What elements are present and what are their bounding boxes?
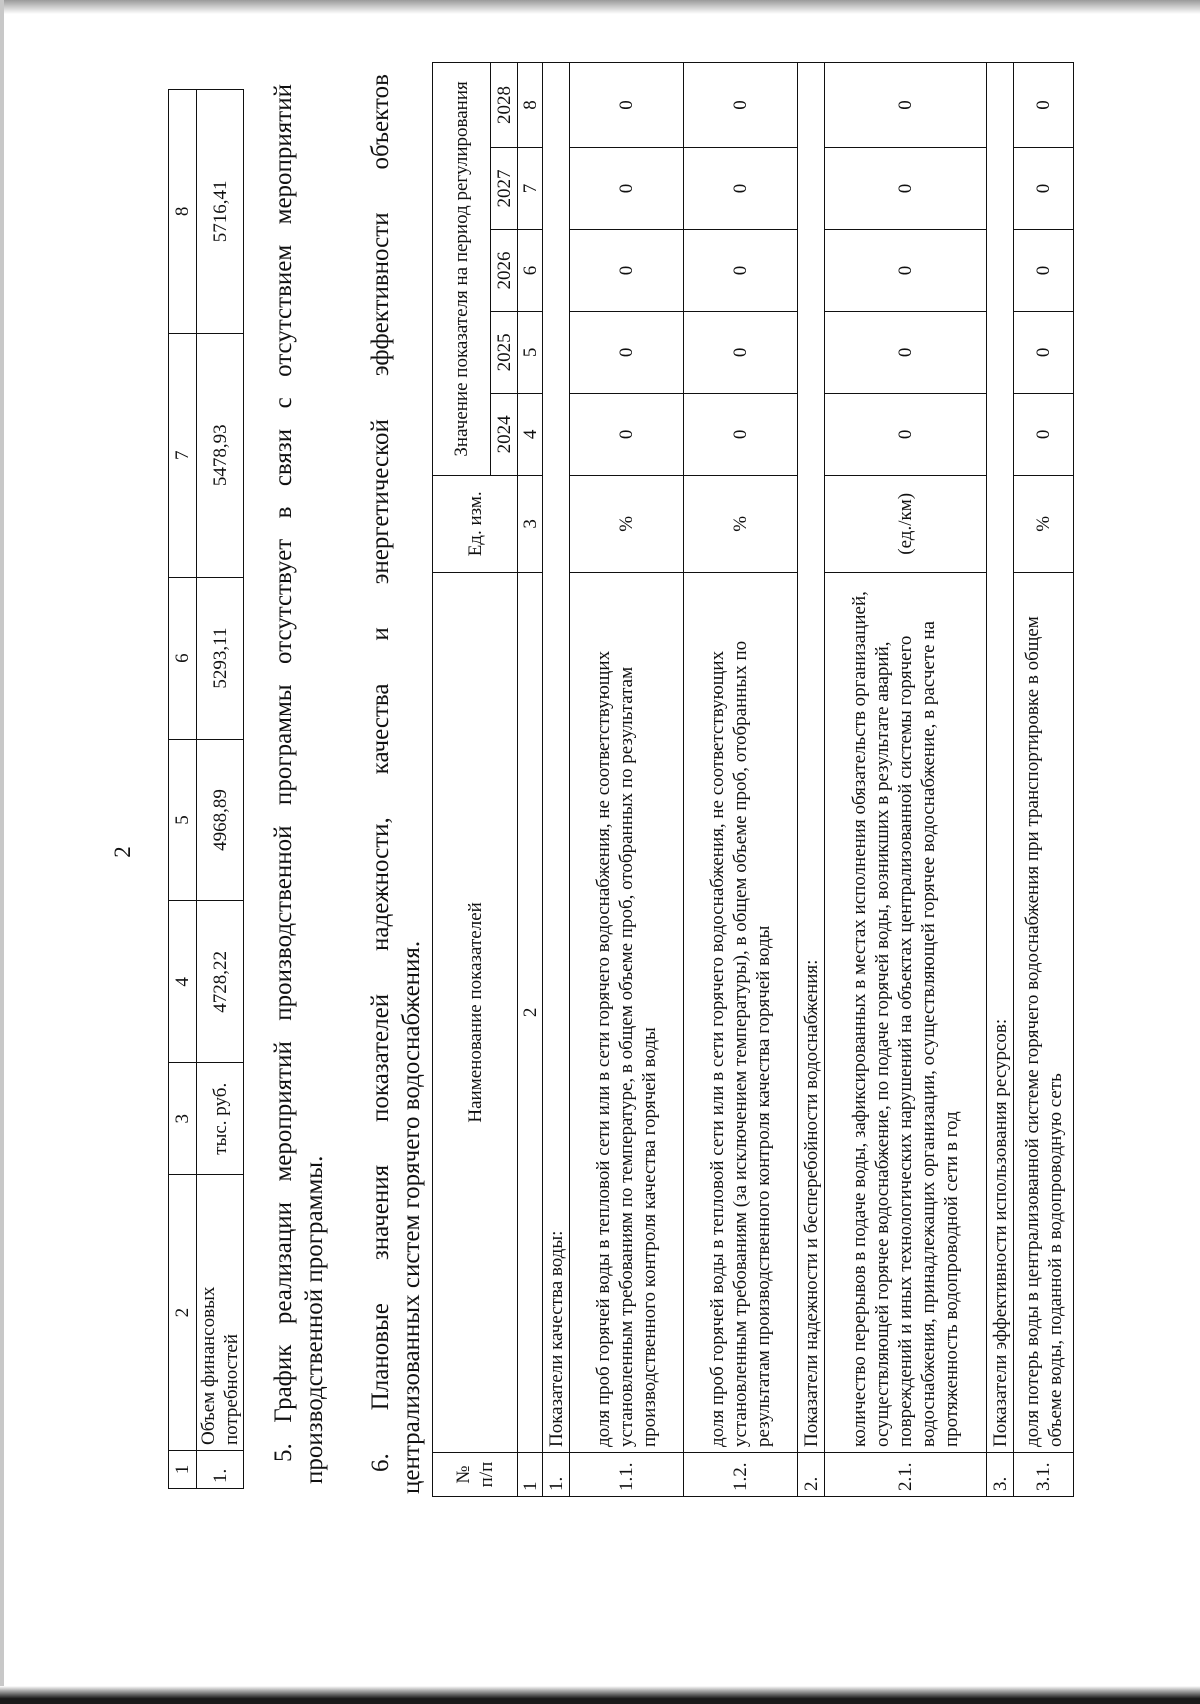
indicator-value: 0 <box>1014 229 1074 311</box>
indicator-num: 1.1. <box>570 1453 684 1497</box>
finance-table <box>168 89 244 1489</box>
fin-row-value: 4728,22 <box>197 901 244 1063</box>
heading-word: 6. <box>367 1453 394 1472</box>
column-number: 8 <box>518 63 543 148</box>
header-year: 2024 <box>491 393 518 475</box>
heading-word: энергетической <box>367 419 394 585</box>
indicator-value: 0 <box>825 311 987 393</box>
indicator-value: 0 <box>825 148 987 230</box>
indicator-row <box>1014 63 1074 1497</box>
fin-row-num: 1. <box>197 1451 244 1489</box>
fin-row-value: 5716,41 <box>197 90 244 334</box>
finance-table-header <box>169 90 197 1489</box>
section-5-paragraph: 5. График реализации мероприятий производственной программы отсутствует в связи с отсутствием мероприятий производственной программы. <box>270 84 328 1484</box>
indicator-value: 0 <box>1014 148 1074 230</box>
indicator-unit: (ед./км) <box>825 475 987 572</box>
indicator-value: 0 <box>570 393 684 475</box>
indicator-value: 0 <box>684 311 798 393</box>
indicator-name: доля проб горячей воды в тепловой сети или в сети горячего водоснабжения, не соответствующих установленным требованиям (за исключением температуры), в общем объеме проб, отобранных по результатам производственного контроля качества горячей воды <box>684 572 798 1452</box>
indicator-value: 0 <box>684 393 798 475</box>
section-6-heading-line2: централизованных систем горячего водоснабжения. <box>398 940 425 1494</box>
fin-header-cell: 3 <box>169 1063 197 1175</box>
header-year: 2026 <box>491 229 518 311</box>
heading-word: показателей <box>367 993 394 1122</box>
column-number: 3 <box>518 475 543 572</box>
fin-header-cell: 7 <box>169 333 197 577</box>
section-row <box>798 63 825 1497</box>
section-row <box>987 63 1014 1497</box>
header-year: 2028 <box>491 63 518 148</box>
indicator-name: доля проб горячей воды в тепловой сети или в сети горячего водоснабжения, не соответствующих установленным требованиям по температуре, в общем объеме проб, отобранных по результатам производственного контроля качества горячей воды <box>570 572 684 1452</box>
indicator-value: 0 <box>570 311 684 393</box>
indicator-value: 0 <box>825 63 987 148</box>
section-num: 3. <box>987 1453 1014 1497</box>
indicator-row <box>570 63 684 1497</box>
heading-word: эффективности <box>367 212 394 377</box>
section-title: Показатели качества воды: <box>543 63 570 1453</box>
heading-word: значения <box>367 1164 394 1261</box>
indicators-header-row <box>433 63 491 1497</box>
fin-header-cell: 8 <box>169 90 197 334</box>
indicators-table <box>432 62 1074 1497</box>
indicator-unit: % <box>684 475 798 572</box>
fin-header-cell: 5 <box>169 739 197 901</box>
indicator-value: 0 <box>570 63 684 148</box>
column-number: 7 <box>518 148 543 230</box>
indicator-num: 3.1. <box>1014 1453 1074 1497</box>
indicators-column-numbers <box>518 63 543 1497</box>
section-num: 2. <box>798 1453 825 1497</box>
fin-row-name: Объем финансовых потребностей <box>197 1175 244 1451</box>
fin-header-cell: 4 <box>169 901 197 1063</box>
indicator-unit: % <box>1014 475 1074 572</box>
indicator-name: количество перерывов в подаче воды, зафиксированных в местах исполнения обязательств организацией, осуществляющей горячее водоснабжение, по подаче горячей воды, возникших в результате аварий, повреждений и иных технологических нарушений на объектах централизованной системы горячего водоснабжения, принадлежащих организации, осуществляющей горячее водоснабжение, в расчете на протяженность водопроводной сети в год <box>825 572 987 1452</box>
fin-row-unit: тыс. руб. <box>197 1063 244 1175</box>
column-number: 6 <box>518 229 543 311</box>
column-number: 4 <box>518 393 543 475</box>
header-unit: Ед. изм. <box>433 475 518 572</box>
indicator-value: 0 <box>1014 311 1074 393</box>
fin-header-cell: 6 <box>169 577 197 739</box>
page-number: 2 <box>110 846 135 858</box>
fin-header-cell: 2 <box>169 1175 197 1451</box>
header-year: 2027 <box>491 148 518 230</box>
indicator-value: 0 <box>684 148 798 230</box>
indicator-value: 0 <box>684 63 798 148</box>
indicator-num: 2.1. <box>825 1453 987 1497</box>
section-title: Показатели надежности и бесперебойности водоснабжения: <box>798 63 825 1453</box>
fin-row-value: 5293,11 <box>197 577 244 739</box>
indicator-value: 0 <box>570 148 684 230</box>
indicator-value: 0 <box>825 393 987 475</box>
heading-word: надежности, <box>367 817 394 951</box>
indicator-name: доля потерь воды в централизованной системе горячего водоснабжения при транспортировке в общем объеме воды, поданной в водопроводную сеть <box>1014 572 1074 1452</box>
indicator-value: 0 <box>825 229 987 311</box>
fin-header-cell: 1 <box>169 1451 197 1489</box>
header-num: № п/п <box>433 1453 518 1497</box>
heading-word: объектов <box>367 74 394 170</box>
indicator-row <box>684 63 798 1497</box>
indicator-unit: % <box>570 475 684 572</box>
header-year: 2025 <box>491 311 518 393</box>
section-row <box>543 63 570 1497</box>
section-6-heading-line1 <box>365 74 396 1494</box>
section-6-heading <box>365 74 427 1494</box>
header-period: Значение показателя на период регулирования <box>433 63 491 476</box>
column-number: 2 <box>518 572 543 1452</box>
indicator-num: 1.2. <box>684 1453 798 1497</box>
indicator-row <box>825 63 987 1497</box>
indicator-value: 0 <box>570 229 684 311</box>
fin-row-value: 4968,89 <box>197 739 244 901</box>
indicator-value: 0 <box>1014 63 1074 148</box>
header-name: Наименование показателей <box>433 572 518 1452</box>
section-num: 1. <box>543 1453 570 1497</box>
indicator-value: 0 <box>684 229 798 311</box>
indicator-value: 0 <box>1014 393 1074 475</box>
heading-word: и <box>367 627 394 641</box>
heading-word: Плановые <box>367 1303 394 1411</box>
section-title: Показатели эффективности использования ресурсов: <box>987 63 1014 1453</box>
fin-row-value: 5478,93 <box>197 333 244 577</box>
finance-table-row <box>197 90 244 1489</box>
column-number: 5 <box>518 311 543 393</box>
column-number: 1 <box>518 1453 543 1497</box>
heading-word: качества <box>367 683 394 775</box>
